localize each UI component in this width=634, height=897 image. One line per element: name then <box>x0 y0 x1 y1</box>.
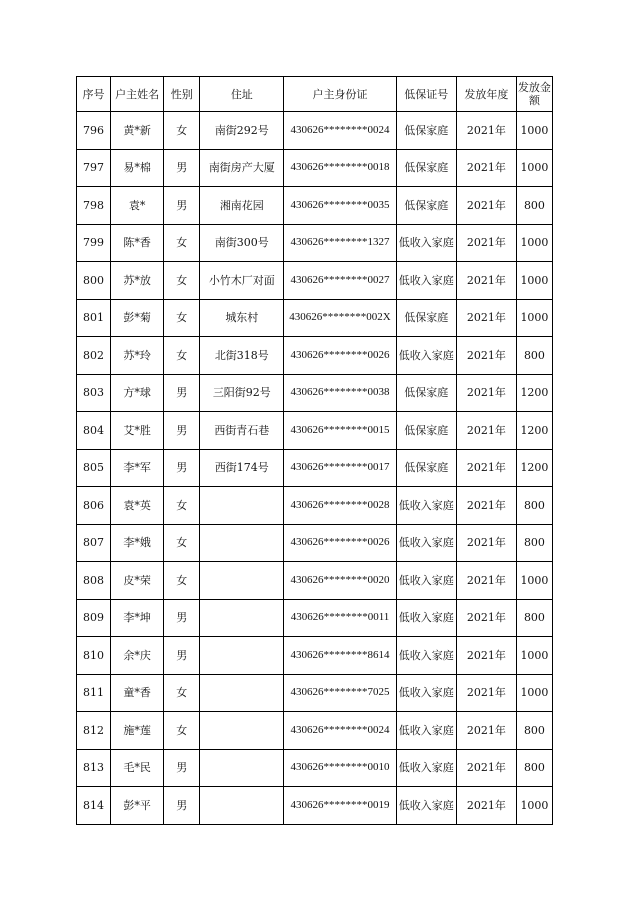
table-header <box>77 77 553 112</box>
cell-address: 北街318号 <box>200 337 284 375</box>
cell-year: 2021年 <box>456 712 516 750</box>
cell-cert: 低保家庭 <box>396 187 456 225</box>
cell-id: 430626********0026 <box>284 337 396 375</box>
cell-id: 430626********7025 <box>284 674 396 712</box>
cell-id: 430626********1327 <box>284 224 396 262</box>
cell-seq: 804 <box>77 412 111 450</box>
cell-address <box>200 787 284 825</box>
cell-sex: 男 <box>164 637 200 675</box>
cell-amount: 1000 <box>516 637 552 675</box>
cell-year: 2021年 <box>456 262 516 300</box>
cell-id: 430626********0026 <box>284 524 396 562</box>
cell-name: 毛*民 <box>111 749 164 787</box>
cell-cert: 低收入家庭 <box>396 749 456 787</box>
cell-year: 2021年 <box>456 412 516 450</box>
table-row <box>77 524 553 562</box>
cell-seq: 796 <box>77 112 111 150</box>
cell-seq: 800 <box>77 262 111 300</box>
cell-cert: 低保家庭 <box>396 449 456 487</box>
cell-sex: 男 <box>164 187 200 225</box>
cell-name: 易*棉 <box>111 149 164 187</box>
cell-address <box>200 524 284 562</box>
cell-sex: 男 <box>164 749 200 787</box>
cell-id: 430626********8614 <box>284 637 396 675</box>
cell-amount: 800 <box>516 524 552 562</box>
table-row <box>77 262 553 300</box>
cell-cert: 低收入家庭 <box>396 599 456 637</box>
cell-amount: 1000 <box>516 224 552 262</box>
cell-address: 南街292号 <box>200 112 284 150</box>
cell-sex: 女 <box>164 112 200 150</box>
table-row <box>77 337 553 375</box>
table-row <box>77 412 553 450</box>
cell-name: 陈*香 <box>111 224 164 262</box>
cell-cert: 低收入家庭 <box>396 712 456 750</box>
cell-id: 430626********0010 <box>284 749 396 787</box>
cell-amount: 1200 <box>516 374 552 412</box>
cell-name: 彭*菊 <box>111 299 164 337</box>
table-row <box>77 112 553 150</box>
cell-cert: 低收入家庭 <box>396 562 456 600</box>
cell-sex: 女 <box>164 674 200 712</box>
cell-sex: 女 <box>164 712 200 750</box>
cell-address <box>200 749 284 787</box>
cell-id: 430626********0035 <box>284 187 396 225</box>
cell-sex: 女 <box>164 224 200 262</box>
table-row <box>77 674 553 712</box>
cell-year: 2021年 <box>456 637 516 675</box>
cell-name: 施*莲 <box>111 712 164 750</box>
table-row <box>77 299 553 337</box>
cell-sex: 男 <box>164 599 200 637</box>
cell-name: 李*坤 <box>111 599 164 637</box>
cell-sex: 女 <box>164 524 200 562</box>
cell-id: 430626********0024 <box>284 112 396 150</box>
cell-id: 430626********002X <box>284 299 396 337</box>
cell-cert: 低保家庭 <box>396 112 456 150</box>
cell-address <box>200 562 284 600</box>
cell-seq: 812 <box>77 712 111 750</box>
table-row <box>77 187 553 225</box>
table-body <box>77 112 553 825</box>
header-sex: 性别 <box>164 77 200 112</box>
cell-year: 2021年 <box>456 562 516 600</box>
cell-seq: 806 <box>77 487 111 525</box>
cell-id: 430626********0019 <box>284 787 396 825</box>
cell-amount: 800 <box>516 487 552 525</box>
cell-seq: 803 <box>77 374 111 412</box>
cell-cert: 低收入家庭 <box>396 262 456 300</box>
header-name: 户主姓名 <box>111 77 164 112</box>
cell-cert: 低保家庭 <box>396 412 456 450</box>
cell-address: 西街174号 <box>200 449 284 487</box>
cell-sex: 男 <box>164 412 200 450</box>
cell-name: 李*娥 <box>111 524 164 562</box>
cell-year: 2021年 <box>456 449 516 487</box>
cell-sex: 男 <box>164 449 200 487</box>
table-row <box>77 487 553 525</box>
cell-name: 方*球 <box>111 374 164 412</box>
cell-name: 黄*新 <box>111 112 164 150</box>
cell-address: 南街房产大厦 <box>200 149 284 187</box>
cell-name: 艾*胜 <box>111 412 164 450</box>
cell-sex: 女 <box>164 262 200 300</box>
header-id: 户主身份证 <box>284 77 396 112</box>
cell-amount: 1200 <box>516 412 552 450</box>
cell-seq: 805 <box>77 449 111 487</box>
cell-amount: 800 <box>516 599 552 637</box>
cell-seq: 807 <box>77 524 111 562</box>
cell-amount: 1000 <box>516 787 552 825</box>
cell-seq: 798 <box>77 187 111 225</box>
cell-cert: 低收入家庭 <box>396 524 456 562</box>
cell-amount: 1200 <box>516 449 552 487</box>
cell-seq: 810 <box>77 637 111 675</box>
cell-name: 袁*英 <box>111 487 164 525</box>
cell-year: 2021年 <box>456 599 516 637</box>
cell-year: 2021年 <box>456 674 516 712</box>
cell-address: 湘南花园 <box>200 187 284 225</box>
cell-name: 苏*放 <box>111 262 164 300</box>
cell-cert: 低收入家庭 <box>396 224 456 262</box>
cell-amount: 1000 <box>516 562 552 600</box>
cell-year: 2021年 <box>456 487 516 525</box>
cell-seq: 797 <box>77 149 111 187</box>
cell-address <box>200 674 284 712</box>
cell-amount: 800 <box>516 337 552 375</box>
cell-amount: 800 <box>516 749 552 787</box>
cell-address: 南街300号 <box>200 224 284 262</box>
cell-cert: 低保家庭 <box>396 149 456 187</box>
header-amount: 发放金额 <box>516 77 552 112</box>
cell-seq: 799 <box>77 224 111 262</box>
cell-cert: 低收入家庭 <box>396 674 456 712</box>
cell-id: 430626********0038 <box>284 374 396 412</box>
cell-sex: 女 <box>164 487 200 525</box>
cell-id: 430626********0011 <box>284 599 396 637</box>
cell-address: 城东村 <box>200 299 284 337</box>
cell-cert: 低保家庭 <box>396 299 456 337</box>
cell-amount: 1000 <box>516 262 552 300</box>
table-row <box>77 599 553 637</box>
cell-year: 2021年 <box>456 149 516 187</box>
cell-address <box>200 599 284 637</box>
cell-year: 2021年 <box>456 787 516 825</box>
cell-seq: 802 <box>77 337 111 375</box>
cell-cert: 低收入家庭 <box>396 337 456 375</box>
cell-year: 2021年 <box>456 374 516 412</box>
cell-amount: 800 <box>516 712 552 750</box>
cell-seq: 809 <box>77 599 111 637</box>
cell-address <box>200 487 284 525</box>
cell-seq: 801 <box>77 299 111 337</box>
cell-year: 2021年 <box>456 524 516 562</box>
cell-year: 2021年 <box>456 112 516 150</box>
cell-name: 童*香 <box>111 674 164 712</box>
cell-amount: 800 <box>516 187 552 225</box>
cell-id: 430626********0017 <box>284 449 396 487</box>
cell-sex: 女 <box>164 299 200 337</box>
cell-sex: 女 <box>164 337 200 375</box>
cell-id: 430626********0018 <box>284 149 396 187</box>
cell-cert: 低收入家庭 <box>396 787 456 825</box>
cell-amount: 1000 <box>516 674 552 712</box>
cell-name: 余*庆 <box>111 637 164 675</box>
cell-cert: 低收入家庭 <box>396 637 456 675</box>
cell-name: 皮*荣 <box>111 562 164 600</box>
cell-name: 苏*玲 <box>111 337 164 375</box>
cell-id: 430626********0015 <box>284 412 396 450</box>
cell-sex: 男 <box>164 787 200 825</box>
cell-year: 2021年 <box>456 299 516 337</box>
table-row <box>77 562 553 600</box>
header-year: 发放年度 <box>456 77 516 112</box>
cell-seq: 808 <box>77 562 111 600</box>
table-row <box>77 712 553 750</box>
cell-amount: 1000 <box>516 299 552 337</box>
cell-name: 袁* <box>111 187 164 225</box>
cell-address <box>200 712 284 750</box>
cell-address: 西街青石巷 <box>200 412 284 450</box>
cell-id: 430626********0027 <box>284 262 396 300</box>
header-address: 住址 <box>200 77 284 112</box>
table-row <box>77 374 553 412</box>
cell-seq: 814 <box>77 787 111 825</box>
table-row <box>77 449 553 487</box>
subsidy-table <box>76 76 553 825</box>
cell-year: 2021年 <box>456 224 516 262</box>
table-row <box>77 224 553 262</box>
table-row <box>77 749 553 787</box>
table-row <box>77 149 553 187</box>
header-cert: 低保证号 <box>396 77 456 112</box>
header-row <box>77 77 553 112</box>
cell-cert: 低保家庭 <box>396 374 456 412</box>
cell-cert: 低收入家庭 <box>396 487 456 525</box>
cell-year: 2021年 <box>456 749 516 787</box>
cell-seq: 811 <box>77 674 111 712</box>
cell-seq: 813 <box>77 749 111 787</box>
cell-id: 430626********0028 <box>284 487 396 525</box>
cell-name: 彭*平 <box>111 787 164 825</box>
cell-year: 2021年 <box>456 337 516 375</box>
cell-sex: 男 <box>164 374 200 412</box>
cell-address: 三阳街92号 <box>200 374 284 412</box>
table-row <box>77 637 553 675</box>
cell-address <box>200 637 284 675</box>
cell-name: 李*军 <box>111 449 164 487</box>
table-row <box>77 787 553 825</box>
cell-address: 小竹木厂对面 <box>200 262 284 300</box>
cell-id: 430626********0024 <box>284 712 396 750</box>
cell-amount: 1000 <box>516 112 552 150</box>
cell-id: 430626********0020 <box>284 562 396 600</box>
header-seq: 序号 <box>77 77 111 112</box>
cell-sex: 男 <box>164 149 200 187</box>
cell-sex: 女 <box>164 562 200 600</box>
cell-amount: 1000 <box>516 149 552 187</box>
cell-year: 2021年 <box>456 187 516 225</box>
